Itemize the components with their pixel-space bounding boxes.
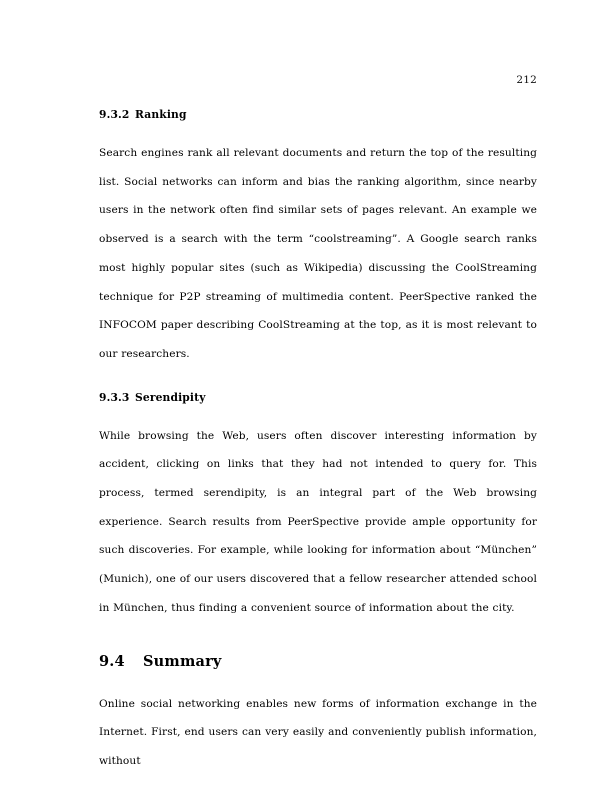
page-number: 212 [516,74,537,86]
heading-number-9-4: 9.4 [99,652,125,670]
heading-title-serendipity: Serendipity [135,390,206,404]
paragraph-serendipity: While browsing the Web, users often discover interesting information by accident, clicking on links that they had not intended to query for. This process, termed serendipity, is an integral part of the Web browsing experience. Search results from PeerSpective provide ample opportunity for such discoveries. For example, while looking for information about “München” (Munich), one of our users discovered that a fellow researcher attended school in München, thus finding a convenient source of information about the city. [99,429,537,614]
page-content [99,108,537,776]
paragraph-ranking: Search engines rank all relevant documents and return the top of the resulting list. Social networks can inform and bias the ranking algorithm, since nearby users in the network often find similar sets of pages relevant. An example we observed is a search with the term “coolstreaming”. A Google search ranks most highly popular sites (such as Wikipedia) discussing the CoolStreaming technique for P2P streaming of multimedia content. PeerSpective ranked the INFOCOM paper describing CoolStreaming at the top, as it is most relevant to our researchers. [99,147,537,360]
heading-9-3-2-ranking [99,108,537,121]
heading-number-9-3-2: 9.3.2 [99,108,130,121]
paragraph-summary: Online social networking enables new forms of information exchange in the Internet. First, end users can very easily and conveniently publish information, without [99,697,537,767]
spacer-after-ranking-paragraph [99,369,537,391]
heading-9-4-summary [99,653,537,670]
heading-title-ranking: Ranking [135,108,187,121]
heading-number-9-3-3: 9.3.3 [99,390,130,404]
heading-title-summary: Summary [143,652,222,670]
spacer-before-summary-heading [99,623,537,653]
heading-9-3-3-serendipity [99,391,537,404]
